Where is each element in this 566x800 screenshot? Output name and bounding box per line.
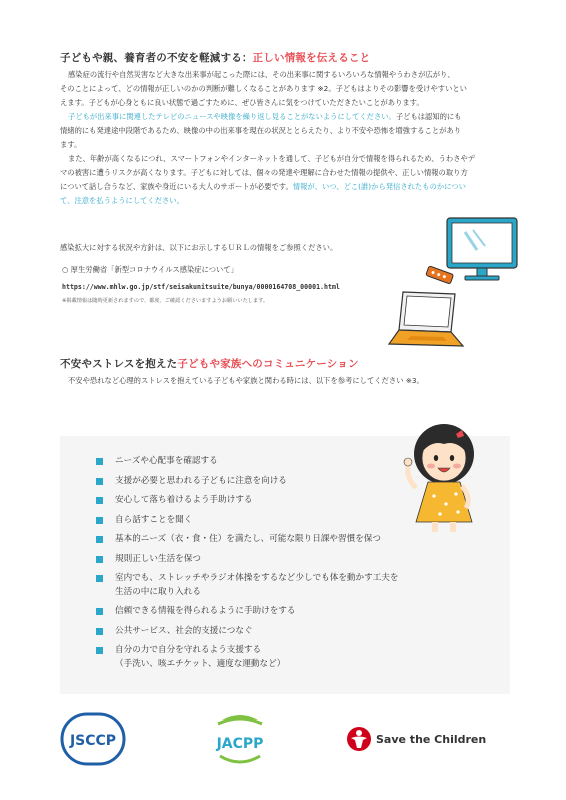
section2-intro: 不安や恐れなど心理的ストレスを抱えている子どもや家族と関わる時には、以下を参考にしてください ※3。 [68,376,424,385]
para2-line: ます。 [60,140,82,149]
section1-heading-highlight: 正しい情報を伝えること [252,52,371,64]
checklist-item: ニーズや心配事を確認する [115,456,218,466]
para2-line: 情緒的にも発達途中段階であるため、映像の中の出来事を現在の状況ととらえたり、より不安や恐怖を増強することがあり [60,126,462,135]
jsccp-logo [60,712,126,766]
para3-line: また、年齢が高くなるにつれ、スマートフォンやインターネットを通して、子どもが自分で情報を得られるため、うわさやデ [68,154,476,163]
para1-line: 感染症の流行や自然災害など大きな出来事が起こった際には、その出来事に関するいろいろな情報やうわさが広がり、 [68,70,455,79]
checklist-bullet-icon [96,458,103,465]
para3-blue-line: て、注意を払うようにしてください。 [60,196,184,205]
checklist-item: 公共サービス、社会的支援につなぐ [115,626,253,636]
checklist-bullet-icon [96,536,103,543]
checklist-item: 自ら話すことを聞く [115,515,193,525]
checklist-bullet-icon [96,517,103,524]
info-source-label: ○ 厚生労働省「新型コロナウイルス感染症について」 [62,265,238,274]
checklist-bullet-icon [96,575,103,582]
girl-illustration [398,418,490,536]
para3-line: マの被害に遭うリスクが高くなります。子どもに対しては、個々の発達や理解に合わせた情報の提供や、正しい情報の取り方 [60,168,468,177]
checklist-item [115,643,285,671]
stc-logo-text: Save the Children [376,732,487,746]
para2-rest: 子どもは認知的にも [395,112,462,121]
checklist-item-line: 室内でも、ストレッチやラジオ体操をするなど少しでも体を動かす工夫を [115,573,399,583]
section2-heading-highlight: 子どもや家族へのコミュニケーション [177,358,359,370]
girl-icon [404,424,474,532]
info-url-link[interactable]: https://www.mhlw.go.jp/stf/seisakunitsuite/bunya/0000164708_00001.html [62,283,340,291]
para3-blue-tail: 情報が、いつ、どこ(誰)から発信されたものかについ [292,182,466,191]
checklist-item: 安心して落ち着けるよう手助けする [115,495,253,505]
checklist-item: 基本的ニーズ（衣・食・住）を満たし、可能な限り日課や習慣を保つ [115,534,381,544]
section1-heading [60,50,370,65]
tv-icon [447,218,517,280]
checklist-bullet-icon [96,608,103,615]
para3-line [60,180,520,194]
para1-line: えます。子どもが心身ともに良い状態で過ごすために、ぜひ皆さんに気をつけていただきたいことがあります。 [60,98,424,107]
checklist-item-line: 生活の中に取り入れる [115,587,201,597]
save-the-children-logo [346,724,486,754]
laptop-icon [389,292,463,346]
section2-heading [60,356,359,371]
jsccp-logo-text: JSCCP [69,733,117,749]
checklist-item-line: 自分の力で自分を守れるよう支援する [115,645,262,655]
checklist-bullet-icon [96,478,103,485]
section2-heading-prefix: 不安やストレスを抱えた [60,358,178,370]
checklist-bullet-icon [96,556,103,563]
jacpp-logo-text: JACPP [216,736,264,752]
checklist-bullet-icon [96,628,103,635]
stc-emblem-icon [346,726,372,752]
checklist-item: 支援が必要と思われる子どもに注意を向ける [115,476,287,486]
checklist-item: 信頼できる情報を得られるように手助けをする [115,606,296,616]
para3-rest: について話し合うなど、家族や身近にいる大人のサポートが必要です。 [60,182,293,191]
section1-heading-prefix: 子どもや親、養育者の不安を軽減する： [60,52,253,64]
para2-blue: 子どもが出来事に関連したテレビのニュースや映像を繰り返し見ることがないようにしてください。 [68,112,396,121]
para2-line [60,110,520,124]
checklist-item: 規則正しい生活を保つ [115,554,201,564]
checklist-item-line: （手洗い、咳エチケット、適度な運動など） [115,659,286,669]
tv-laptop-illustration [385,214,525,354]
checklist-item [115,571,399,599]
para1-line: そのことによって、どの情報が正しいのかの判断が難しくなることがあります ※2。子どもはよりその影響を受けやすいとい [60,84,467,93]
jacpp-logo [202,710,278,770]
section1-body [60,68,520,208]
info-intro: 感染拡大に対する状況や方針は、以下にお示しするＵＲＬの情報をご参照ください。 [60,243,338,252]
checklist-bullet-icon [96,647,103,654]
info-note: ※掲載情報は随時更新されますので、都度、ご確認くださいますようお願いいたします。 [62,298,269,304]
checklist-bullet-icon [96,497,103,504]
